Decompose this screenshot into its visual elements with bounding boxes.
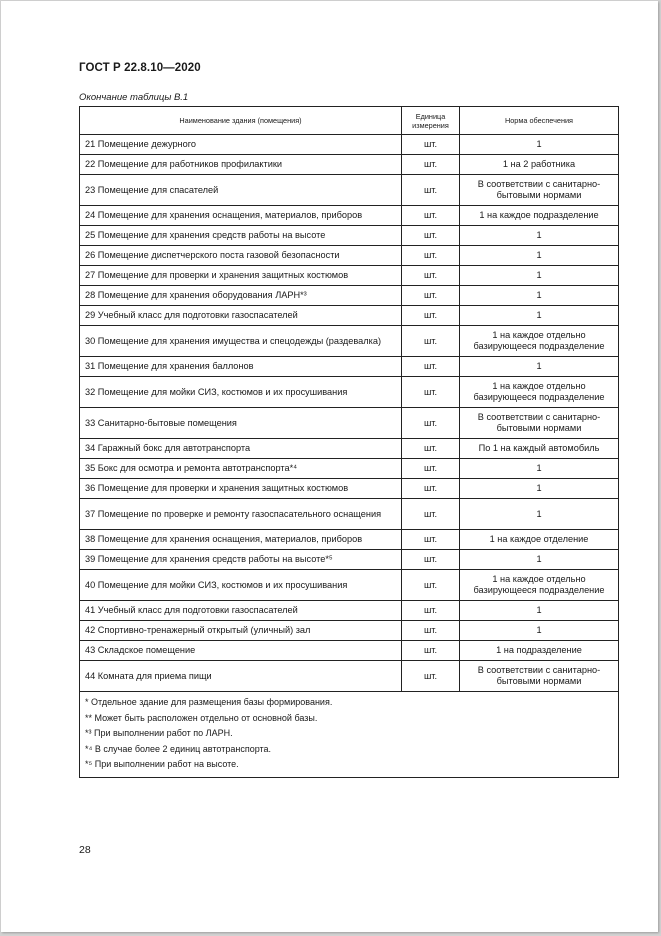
page-number: 28 — [79, 844, 91, 856]
row-norm: 1 — [460, 286, 619, 306]
table-row — [80, 246, 619, 266]
row-unit: шт. — [402, 357, 460, 377]
table-row — [80, 530, 619, 550]
row-name: 43 Складское помещение — [80, 641, 402, 661]
row-norm: По 1 на каждый автомобиль — [460, 439, 619, 459]
row-name: 32 Помещение для мойки СИЗ, костюмов и их просушивания — [80, 377, 402, 408]
row-unit: шт. — [402, 439, 460, 459]
table-row — [80, 326, 619, 357]
table-note: ** Может быть расположен отдельно от основной базы. — [85, 712, 318, 723]
row-name: 37 Помещение по проверке и ремонту газоспасательного оснащения — [80, 499, 402, 530]
row-unit: шт. — [402, 226, 460, 246]
row-unit: шт. — [402, 621, 460, 641]
row-name: 22 Помещение для работников профилактики — [80, 155, 402, 175]
row-norm: 1 на каждое отдельно базирующееся подразделение — [460, 377, 619, 408]
table-row — [80, 601, 619, 621]
table-row — [80, 206, 619, 226]
row-name: 24 Помещение для хранения оснащения, материалов, приборов — [80, 206, 402, 226]
row-unit: шт. — [402, 570, 460, 601]
row-norm: 1 на каждое отделение — [460, 530, 619, 550]
row-unit: шт. — [402, 155, 460, 175]
table-row — [80, 135, 619, 155]
table-row — [80, 357, 619, 377]
row-norm: 1 — [460, 246, 619, 266]
row-norm: 1 — [460, 479, 619, 499]
table-row — [80, 661, 619, 692]
row-unit: шт. — [402, 661, 460, 692]
row-name: 21 Помещение дежурного — [80, 135, 402, 155]
table-row — [80, 621, 619, 641]
row-name: 33 Санитарно-бытовые помещения — [80, 408, 402, 439]
table-row — [80, 266, 619, 286]
row-unit: шт. — [402, 479, 460, 499]
table-note: * Отдельное здание для размещения базы формирования. — [85, 697, 333, 707]
document-code: ГОСТ Р 22.8.10—2020 — [79, 62, 201, 74]
row-norm: В соответствии с санитарно-бытовыми нормами — [460, 661, 619, 692]
table-row — [80, 377, 619, 408]
row-unit: шт. — [402, 306, 460, 326]
row-name: 23 Помещение для спасателей — [80, 175, 402, 206]
row-name: 27 Помещение для проверки и хранения защитных костюмов — [80, 266, 402, 286]
row-name: 31 Помещение для хранения баллонов — [80, 357, 402, 377]
table-row — [80, 286, 619, 306]
row-name: 44 Комната для приема пищи — [80, 661, 402, 692]
row-name: 34 Гаражный бокс для автотранспорта — [80, 439, 402, 459]
table-note: *³ При выполнении работ по ЛАРН. — [85, 728, 233, 739]
table-header-row — [80, 107, 619, 135]
row-norm: 1 на каждое отдельно базирующееся подразделение — [460, 570, 619, 601]
table-row — [80, 570, 619, 601]
row-norm: 1 — [460, 459, 619, 479]
row-name: 42 Спортивно-тренажерный открытый (уличный) зал — [80, 621, 402, 641]
table-body — [80, 135, 619, 692]
table-row — [80, 479, 619, 499]
row-unit: шт. — [402, 499, 460, 530]
table-row — [80, 306, 619, 326]
header-norm: Норма обеспечения — [460, 107, 619, 135]
header-name: Наименование здания (помещения) — [80, 107, 402, 135]
row-norm: 1 — [460, 601, 619, 621]
row-unit: шт. — [402, 377, 460, 408]
row-unit: шт. — [402, 408, 460, 439]
row-norm: В соответствии с санитарно-бытовыми нормами — [460, 408, 619, 439]
table-row — [80, 641, 619, 661]
row-norm: 1 — [460, 306, 619, 326]
table-row — [80, 408, 619, 439]
table-caption: Окончание таблицы В.1 — [79, 92, 189, 103]
table-row — [80, 459, 619, 479]
row-unit: шт. — [402, 326, 460, 357]
notes-row — [80, 692, 619, 778]
row-norm: 1 на 2 работника — [460, 155, 619, 175]
requirements-table — [79, 106, 619, 778]
row-norm: 1 — [460, 499, 619, 530]
table-row — [80, 499, 619, 530]
table-row — [80, 226, 619, 246]
row-norm: 1 — [460, 621, 619, 641]
row-norm: 1 на каждое отдельно базирующееся подразделение — [460, 326, 619, 357]
header-unit: Единица измерения — [402, 107, 460, 135]
row-name: 29 Учебный класс для подготовки газоспасателей — [80, 306, 402, 326]
row-norm: 1 — [460, 357, 619, 377]
row-name: 28 Помещение для хранения оборудования ЛАРН*³ — [80, 286, 402, 306]
table-row — [80, 155, 619, 175]
row-name: 40 Помещение для мойки СИЗ, костюмов и их просушивания — [80, 570, 402, 601]
row-unit: шт. — [402, 135, 460, 155]
row-unit: шт. — [402, 206, 460, 226]
row-unit: шт. — [402, 641, 460, 661]
table-note: *⁵ При выполнении работ на высоте. — [85, 759, 239, 770]
row-norm: 1 — [460, 550, 619, 570]
row-norm: 1 — [460, 266, 619, 286]
row-unit: шт. — [402, 246, 460, 266]
row-name: 38 Помещение для хранения оснащения, материалов, приборов — [80, 530, 402, 550]
row-unit: шт. — [402, 175, 460, 206]
table-row — [80, 175, 619, 206]
table-note: *⁴ В случае более 2 единиц автотранспорта. — [85, 743, 272, 754]
row-name: 36 Помещение для проверки и хранения защитных костюмов — [80, 479, 402, 499]
row-unit: шт. — [402, 550, 460, 570]
table-row — [80, 550, 619, 570]
row-unit: шт. — [402, 266, 460, 286]
table-row — [80, 439, 619, 459]
row-name: 35 Бокс для осмотра и ремонта автотранспорта*⁴ — [80, 459, 402, 479]
row-unit: шт. — [402, 601, 460, 621]
row-norm: 1 — [460, 226, 619, 246]
row-name: 25 Помещение для хранения средств работы на высоте — [80, 226, 402, 246]
row-norm: В соответствии с санитарно-бытовыми нормами — [460, 175, 619, 206]
row-name: 39 Помещение для хранения средств работы на высоте*⁵ — [80, 550, 402, 570]
row-unit: шт. — [402, 286, 460, 306]
row-unit: шт. — [402, 530, 460, 550]
row-unit: шт. — [402, 459, 460, 479]
row-name: 26 Помещение диспетчерского поста газовой безопасности — [80, 246, 402, 266]
document-page — [1, 1, 658, 932]
row-norm: 1 на каждое подразделение — [460, 206, 619, 226]
row-norm: 1 на подразделение — [460, 641, 619, 661]
row-norm: 1 — [460, 135, 619, 155]
row-name: 41 Учебный класс для подготовки газоспасателей — [80, 601, 402, 621]
row-name: 30 Помещение для хранения имущества и спецодежды (раздевалка) — [80, 326, 402, 357]
table-notes — [80, 692, 619, 778]
